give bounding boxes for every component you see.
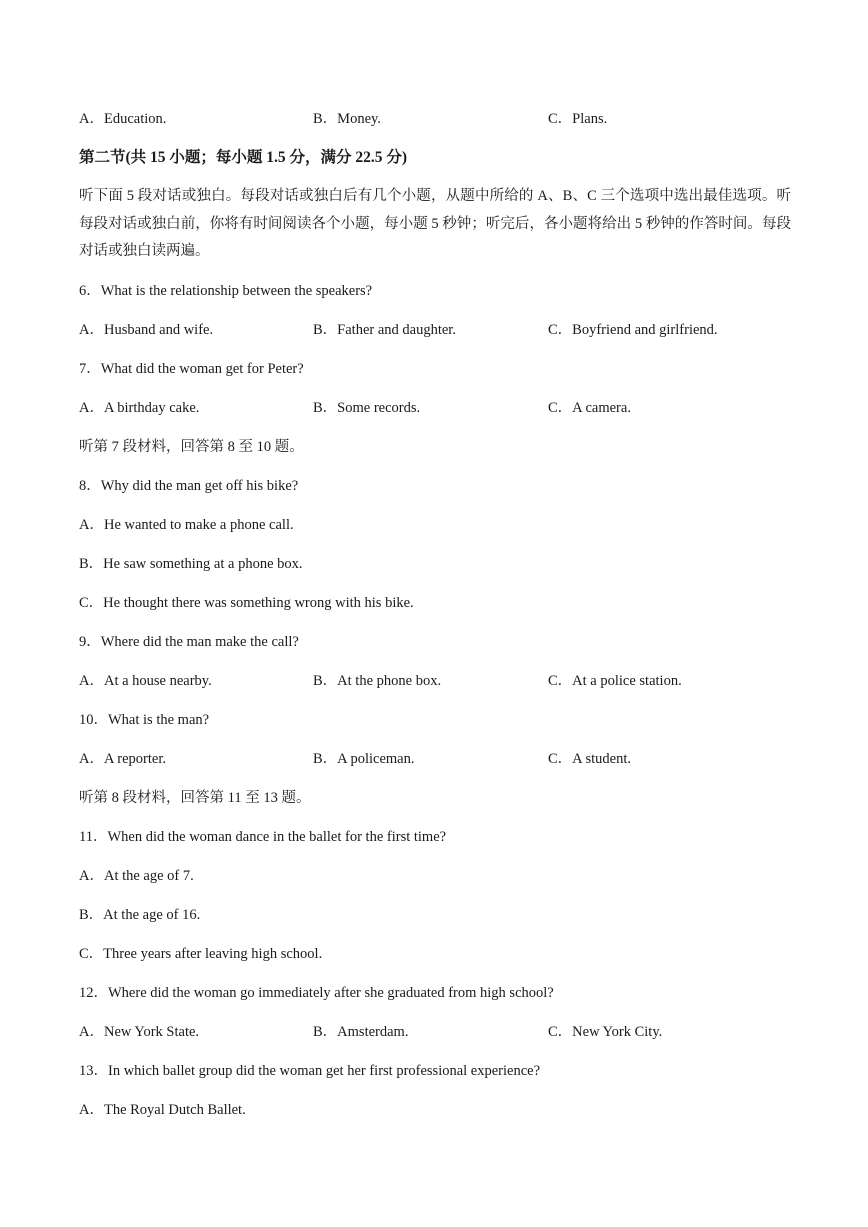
material-8-instruction: 听第 8 段材料，回答第 11 至 13 题。 xyxy=(79,790,311,806)
q10-question: 10．What is the man? xyxy=(79,712,210,728)
q9-option-b: B．At the phone box. xyxy=(313,673,442,689)
q7-question: 7．What did the woman get for Peter? xyxy=(79,361,304,377)
section-instructions: 听下面 5 段对话或独白。每段对话或独白后有几个小题，从题中所给的 A、B、C 三个选项中选出最佳选项。听每段对话或独白前，你将有时间阅读各个小题，每小题 5 秒钟；听完后，各小题将给出 5 秒钟的作答时间。每段对话或独白读两遍。 xyxy=(79,188,791,259)
q13-question: 13．In which ballet group did the woman get her first professional experience? xyxy=(79,1063,541,1079)
q8-question: 8．Why did the man get off his bike? xyxy=(79,478,299,494)
q10-option-c: C．A student. xyxy=(548,751,631,767)
q8-option-b: B．He saw something at a phone box. xyxy=(79,556,303,572)
q7-option-a: A．A birthday cake. xyxy=(79,400,200,416)
q6-option-a: A．Husband and wife. xyxy=(79,322,214,338)
q9-option-c: C．At a police station. xyxy=(548,673,682,689)
q8-option-c: C．He thought there was something wrong with his bike. xyxy=(79,595,414,611)
q11-option-a: A．At the age of 7. xyxy=(79,868,194,884)
q10-option-a: A．A reporter. xyxy=(79,751,166,767)
q12-option-c: C．New York City. xyxy=(548,1024,663,1040)
q12-option-a: A．New York State. xyxy=(79,1024,200,1040)
q12-question: 12．Where did the woman go immediately after she graduated from high school? xyxy=(79,985,554,1001)
q9-question: 9．Where did the man make the call? xyxy=(79,634,299,650)
q6-question: 6．What is the relationship between the speakers? xyxy=(79,283,373,299)
q11-question: 11．When did the woman dance in the ballet for the first time? xyxy=(79,829,447,845)
q6-option-c: C．Boyfriend and girlfriend. xyxy=(548,322,718,338)
q6-option-b: B．Father and daughter. xyxy=(313,322,456,338)
q8-option-a: A．He wanted to make a phone call. xyxy=(79,517,294,533)
q9-option-a: A．At a house nearby. xyxy=(79,673,212,689)
material-7-instruction: 听第 7 段材料，回答第 8 至 10 题。 xyxy=(79,439,304,455)
q7-option-c: C．A camera. xyxy=(548,400,631,416)
q11-option-c: C．Three years after leaving high school. xyxy=(79,946,323,962)
q5-option-c: C．Plans. xyxy=(548,111,608,127)
q10-option-b: B．A policeman. xyxy=(313,751,415,767)
q7-option-b: B．Some records. xyxy=(313,400,421,416)
q11-option-b: B．At the age of 16. xyxy=(79,907,201,923)
q5-option-b: B．Money. xyxy=(313,111,381,127)
q5-option-a: A．Education. xyxy=(79,111,167,127)
q13-option-a: A．The Royal Dutch Ballet. xyxy=(79,1102,246,1118)
q12-option-b: B．Amsterdam. xyxy=(313,1024,409,1040)
section-title: 第二节(共 15 小题；每小题 1.5 分，满分 22.5 分) xyxy=(79,149,408,166)
